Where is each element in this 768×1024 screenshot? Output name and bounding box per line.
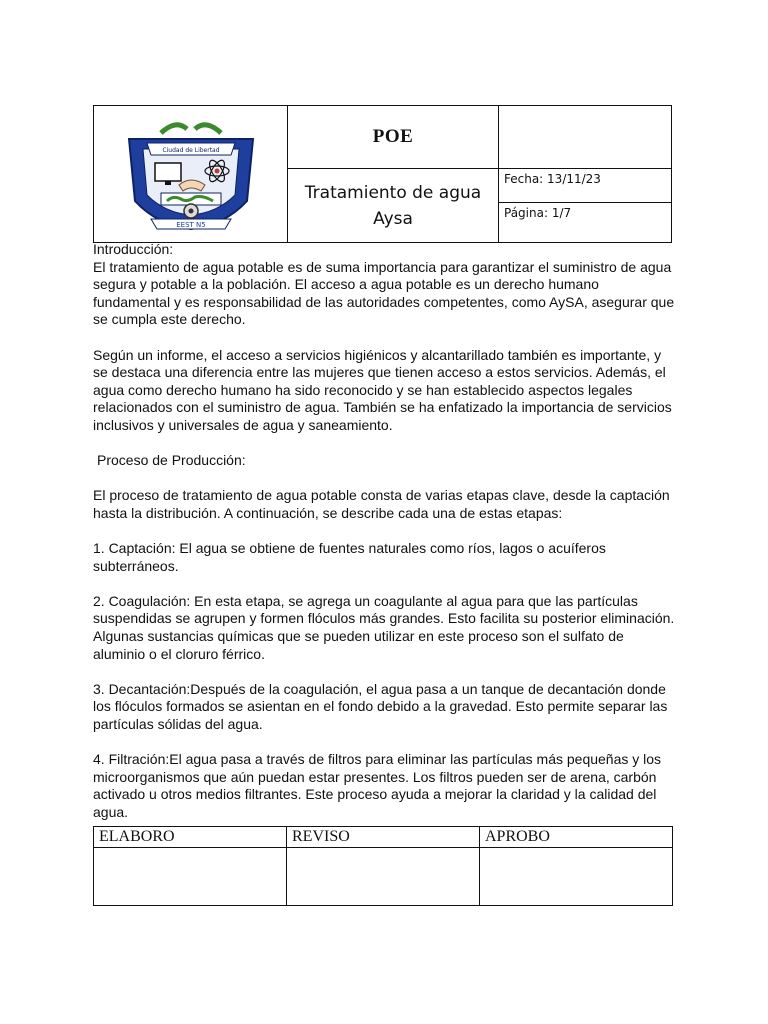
step-filtracion: 4. Filtración:El agua pasa a través de filtros para eliminar las partículas más pequeñas y los microorganismos que aún puedan estar presentes. Los filtros pueden ser de arena, carbón activado u otros medios filtrantes. Este proceso ayuda a mejorar la claridad y la calidad del agua. bbox=[93, 751, 662, 820]
title-cell bbox=[288, 169, 499, 243]
code-cell bbox=[288, 106, 499, 169]
step-coagulacion: 2. Coagulación: En esta etapa, se agrega un coagulante al agua para que las partículas suspendidas se agrupen y formen flóculos más grandes. Esto facilita su posterior eliminación. Algunas sustancias químicas que se pueden utilizar en este proceso son el sulfato de aluminio o el cloruro férrico. bbox=[93, 592, 675, 662]
page-cell bbox=[499, 203, 672, 243]
date-cell bbox=[499, 169, 672, 203]
document-body bbox=[93, 241, 678, 822]
intro-paragraph-2: Según un informe, el acceso a servicios higiénicos y alcantarillado también es importante, y se destaca una diferencia entre las mujeres que tienen acceso a estos servicios. Además, el agua como derecho humano ha sido reconocido y se han establecido aspectos legales relacionados con el suministro de agua. También se ha enfatizado la importancia de servicios inclusivos y universales de agua y saneamiento. bbox=[93, 346, 672, 433]
document-code: POE bbox=[372, 126, 414, 147]
intro-heading: Introducción: bbox=[93, 241, 174, 257]
intro-paragraph-1: El tratamiento de agua potable es de suma importancia para garantizar el suministro de agua segura y potable a la población. El acceso a agua potable es un derecho humano fundamental y es responsabilidad de las autoridades competentes, como AySA, asegurar que se cumpla este derecho. bbox=[93, 258, 675, 328]
crest-bottom-text: EEST N5 bbox=[175, 221, 206, 229]
step-decantacion: 3. Decantación:Después de la coagulación, el agua pasa a un tanque de decantación donde los flóculos formados se asientan en el fondo debido a la gravedad. Esto permite separar las partículas sólidas del agua. bbox=[93, 680, 668, 733]
crest-banner-text: Ciudad de Libertad bbox=[161, 147, 220, 154]
elaboro-signature-box bbox=[94, 848, 287, 906]
reviso-signature-box bbox=[287, 848, 480, 906]
aprobo-header: APROBO bbox=[480, 827, 673, 848]
page-number: Página: 1/7 bbox=[504, 206, 572, 220]
step-captacion: 1. Captación: El agua se obtiene de fuentes naturales como ríos, lagos o acuíferos subterráneos. bbox=[93, 540, 606, 574]
empty-cell bbox=[499, 106, 672, 169]
school-crest-icon bbox=[121, 115, 261, 233]
process-heading: Proceso de Producción: bbox=[97, 452, 246, 469]
aprobo-signature-box bbox=[480, 848, 673, 906]
process-intro: El proceso de tratamiento de agua potable consta de varias etapas clave, desde la captación hasta la distribución. A continuación, se describe cada una de estas etapas: bbox=[93, 487, 670, 521]
reviso-header: REVISO bbox=[287, 827, 480, 848]
signature-table bbox=[93, 826, 673, 906]
elaboro-header: ELABORO bbox=[94, 827, 287, 848]
document-title-line1: Tratamiento de agua bbox=[304, 182, 482, 203]
document-header bbox=[93, 105, 672, 243]
document-title-line2: Aysa bbox=[373, 208, 413, 229]
logo-cell bbox=[94, 106, 288, 243]
document-date: Fecha: 13/11/23 bbox=[504, 172, 601, 186]
